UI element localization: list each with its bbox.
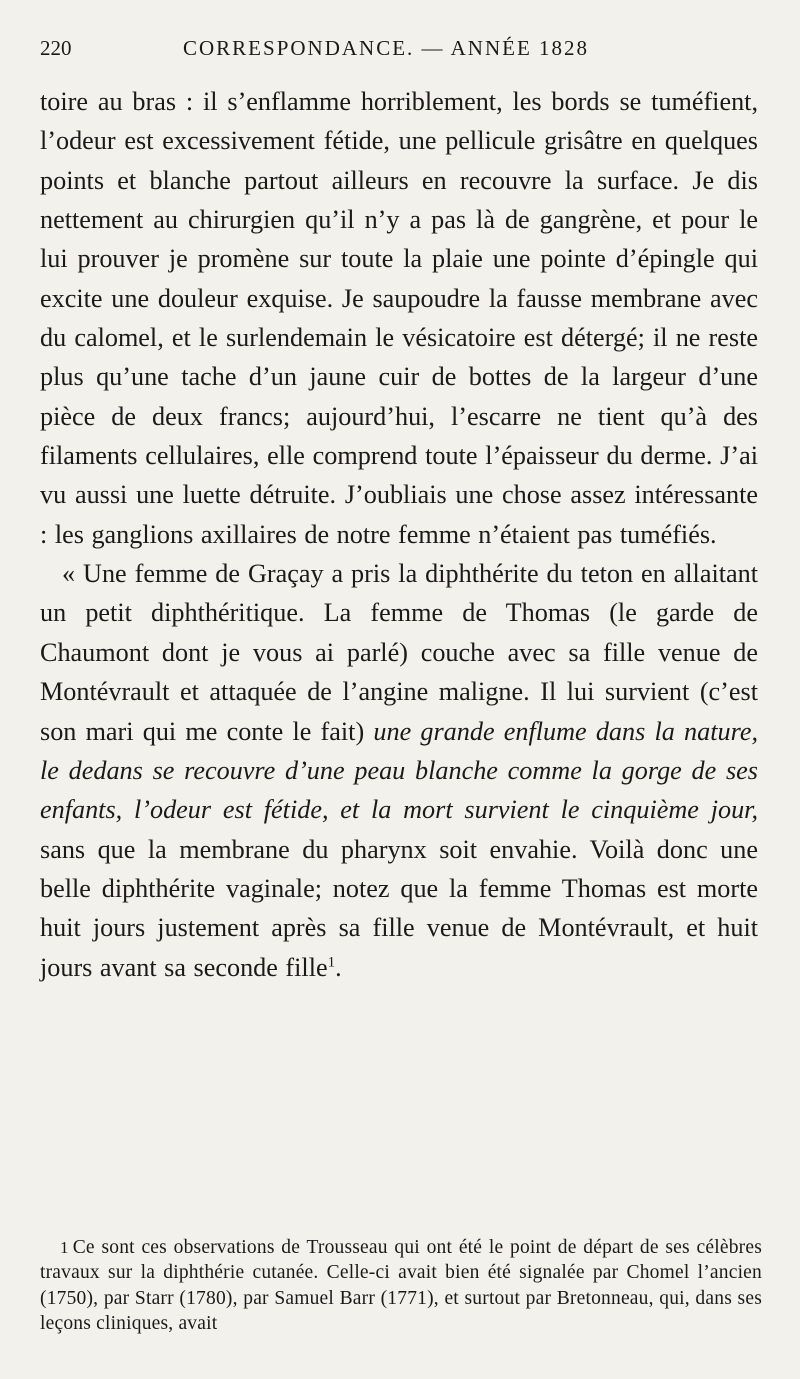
- running-title: CORRESPONDANCE. — ANNÉE 1828: [183, 36, 590, 60]
- running-head: [40, 30, 760, 66]
- body-text: [40, 82, 758, 987]
- paragraph-text: « Une femme de Graçay a pris la diphthérite du teton en allaitant un petit diphthéritique. La femme de Thomas (le garde de Chaumont dont je vous ai parlé) couche avec sa fille venue de Montévrault et attaquée de l’angine maligne. Il lui survient (c’est son mari qui me conte le fait): [40, 559, 758, 746]
- quoted-italic-text: une grande enflume dans la nature, le dedans se recouvre d’une peau blanche comme la gorge de ses enfants, l’odeur est fétide, et la mort survient le cinquième jour,: [40, 716, 758, 825]
- paragraph: [40, 82, 758, 554]
- paragraph-end: .: [335, 952, 342, 982]
- footnote: [40, 1235, 762, 1336]
- footnote-reference[interactable]: 1: [327, 953, 336, 970]
- footnote-text: Ce sont ces observations de Trousseau qui ont été le point de départ de ses célèbres travaux sur la diphthérie cutanée. Celle-ci avait bien été signalée par Chomel l’ancien (1750), par Starr (1780), par Samuel Barr (1771), et surtout par Bretonneau, qui, dans ses leçons cliniques, avait: [40, 1237, 762, 1334]
- footnotes: [40, 1235, 762, 1336]
- paragraph: [40, 554, 758, 987]
- paragraph-text: sans que la membrane du pharynx soit envahie. Voilà donc une belle diphthérite vaginale; notez que la femme Thomas est morte huit jours justement après sa fille venue de Montévrault, et huit jours avant sa seconde fille: [40, 834, 758, 982]
- footnote-number: 1: [60, 1238, 69, 1257]
- paragraph-text: toire au bras : il s’enflamme horriblement, les bords se tuméfient, l’odeur est excessivement fétide, une pellicule grisâtre en quelques points et blanche partout ailleurs en recouvre la surface. Je dis nettement au chirurgien qu’il n’y a pas là de gangrène, et pour le lui prouver je promène sur toute la plaie une pointe d’épingle qui excite une douleur exquise. Je saupoudre la fausse membrane avec du calomel, et le surlendemain le vésicatoire est détergé; il ne reste plus qu’une tache d’un jaune cuir de bottes de la largeur d’une pièce de deux francs; aujourd’hui, l’escarre ne tient qu’à des filaments cellulaires, elle comprend toute l’épaisseur du derme. J’ai vu aussi une luette détruite. J’oubliais une chose assez intéressante : les ganglions axillaires de notre femme n’étaient pas tuméfiés.: [40, 87, 758, 549]
- page-number: 220: [40, 36, 72, 60]
